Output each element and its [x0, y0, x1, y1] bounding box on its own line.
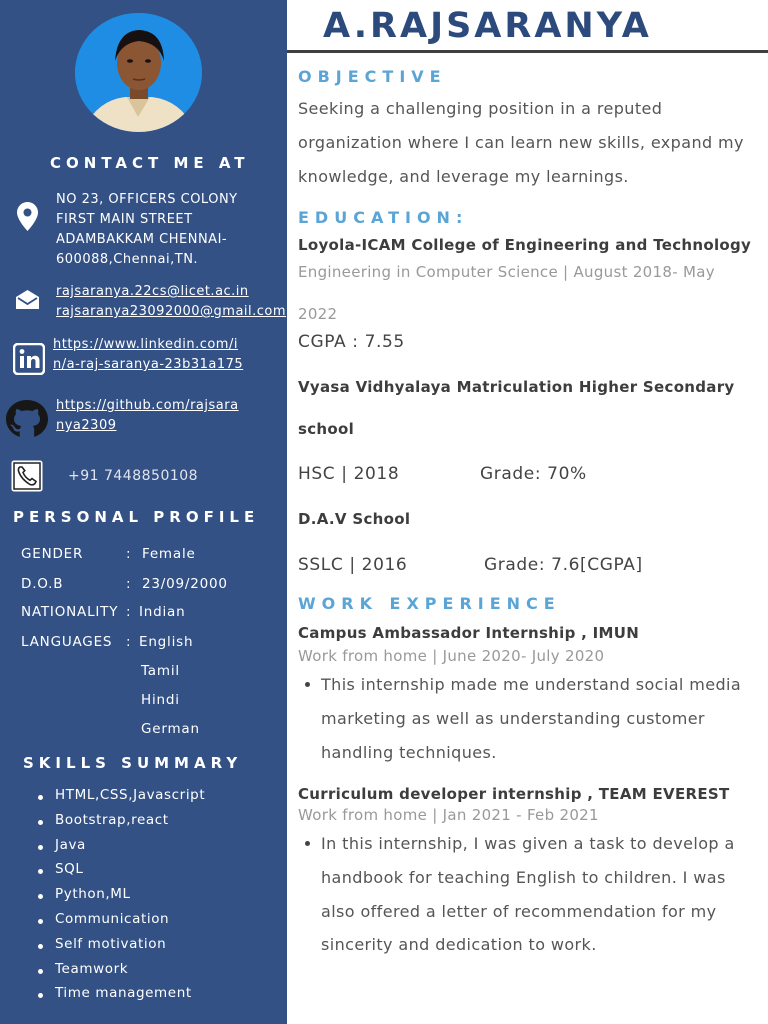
- skill-item: Bootstrap,react: [38, 812, 205, 837]
- email-link-primary[interactable]: rajsaranya.22cs@licet.ac.in: [56, 284, 249, 299]
- gender-value: Female: [142, 546, 196, 562]
- skill-item: HTML,CSS,Javascript: [38, 787, 205, 812]
- main-content: [287, 0, 768, 1024]
- sidebar: CONTACT ME AT NO 23, OFFICERS COLONY FIRST MAIN STREET ADAMBAKKAM CHENNAI- 600088,Chennai,TN. rajsaranya.22cs@licet.ac.in rajsaranya23092000@gmail.com https://www.linkedin.com/i n/a-raj-saranya-23b31a175 https://github.com/rajsara nya2309 +91 7448850108 PERSONAL PROFILE GENDER : Female D.O.B : 23/09/2000 NATIONALITY : Indian LANGUAGES : English Tamil Hindi German SKILLS SUMMARY HTML,CSS,Javascript Bootstrap,react Java SQL Python,ML Communication Self motivation Teamwork Time management: [0, 0, 287, 1024]
- skill-item: Java: [38, 837, 205, 862]
- language-item: English: [139, 634, 194, 650]
- contact-heading: CONTACT ME AT: [50, 154, 250, 172]
- dob-value: 23/09/2000: [142, 576, 228, 592]
- cgpa: CGPA : 7.55: [298, 332, 405, 352]
- nationality-label: NATIONALITY: [21, 604, 119, 620]
- language-item: Tamil: [141, 663, 180, 679]
- job-meta: Work from home | June 2020- July 2020: [298, 647, 605, 665]
- work-heading: WORK EXPERIENCE: [298, 594, 561, 613]
- objective-text: Seeking a challenging position in a reputed organization where I can learn new skills, expand my knowledge, and leverage my learnings.: [298, 99, 744, 186]
- candidate-name: A.RAJSARANYA: [323, 6, 652, 46]
- degree-details: Engineering in Computer Science | August 2018- May: [298, 263, 715, 281]
- linkedin-link[interactable]: https://www.linkedin.com/i: [53, 337, 238, 352]
- job-description: In this internship, I was given a task to develop a handbook for teaching English to children. I was also offered a letter of recommendation for my sincerity and dedication to work.: [321, 827, 751, 962]
- education-heading: EDUCATION:: [298, 208, 469, 227]
- degree-details-cont: 2022: [298, 305, 338, 323]
- linkedin-link[interactable]: n/a-raj-saranya-23b31a175: [53, 357, 244, 372]
- phone-icon: [11, 460, 43, 496]
- language-item: German: [141, 721, 200, 737]
- skill-item: Communication: [38, 911, 205, 936]
- skill-item: Teamwork: [38, 961, 205, 986]
- phone-number: +91 7448850108: [68, 468, 199, 484]
- sslc-grade: Grade: 7.6[CGPA]: [484, 555, 643, 575]
- github-link[interactable]: nya2309: [56, 418, 117, 433]
- address-line: ADAMBAKKAM CHENNAI-: [56, 232, 228, 247]
- hsc-grade: Grade: 70%: [480, 464, 587, 484]
- language-item: Hindi: [141, 692, 180, 708]
- linkedin-icon[interactable]: [13, 343, 45, 379]
- dob-label: D.O.B: [21, 576, 64, 592]
- header-divider: [287, 50, 768, 53]
- address-line: NO 23, OFFICERS COLONY: [56, 192, 238, 207]
- school2-name: D.A.V School: [298, 510, 411, 528]
- college-name: Loyola-ICAM College of Engineering and Technology: [298, 236, 752, 254]
- objective-heading: OBJECTIVE: [298, 67, 447, 86]
- email-icon: [16, 290, 39, 313]
- skill-item: Python,ML: [38, 886, 205, 911]
- skill-item: Time management: [38, 985, 205, 1010]
- school-name-cont: school: [298, 420, 355, 438]
- skills-list: [38, 787, 205, 1010]
- github-link[interactable]: https://github.com/rajsara: [56, 398, 239, 413]
- github-icon[interactable]: [6, 400, 48, 442]
- gender-label: GENDER: [21, 546, 84, 562]
- job-title: Campus Ambassador Internship , IMUN: [298, 624, 640, 642]
- email-link-secondary[interactable]: rajsaranya23092000@gmail.com: [56, 304, 287, 319]
- job-description: This internship made me understand social media marketing as well as understanding customer handling techniques.: [321, 668, 751, 769]
- address-line: 600088,Chennai,TN.: [56, 252, 199, 267]
- hsc-year: HSC | 2018: [298, 464, 400, 484]
- location-pin-icon: [17, 202, 38, 235]
- skill-item: SQL: [38, 861, 205, 886]
- job-title: Curriculum developer internship , TEAM EVEREST: [298, 785, 730, 803]
- school-name: Vyasa Vidhyalaya Matriculation Higher Secondary: [298, 378, 735, 396]
- address-line: FIRST MAIN STREET: [56, 212, 193, 227]
- skills-heading: SKILLS SUMMARY: [23, 754, 243, 772]
- sslc-year: SSLC | 2016: [298, 555, 408, 575]
- languages-label: LANGUAGES: [21, 634, 113, 650]
- nationality-value: Indian: [139, 604, 186, 620]
- skill-item: Self motivation: [38, 936, 205, 961]
- profile-photo: [75, 13, 202, 132]
- job-meta: Work from home | Jan 2021 - Feb 2021: [298, 806, 599, 824]
- personal-profile-heading: PERSONAL PROFILE: [13, 508, 260, 526]
